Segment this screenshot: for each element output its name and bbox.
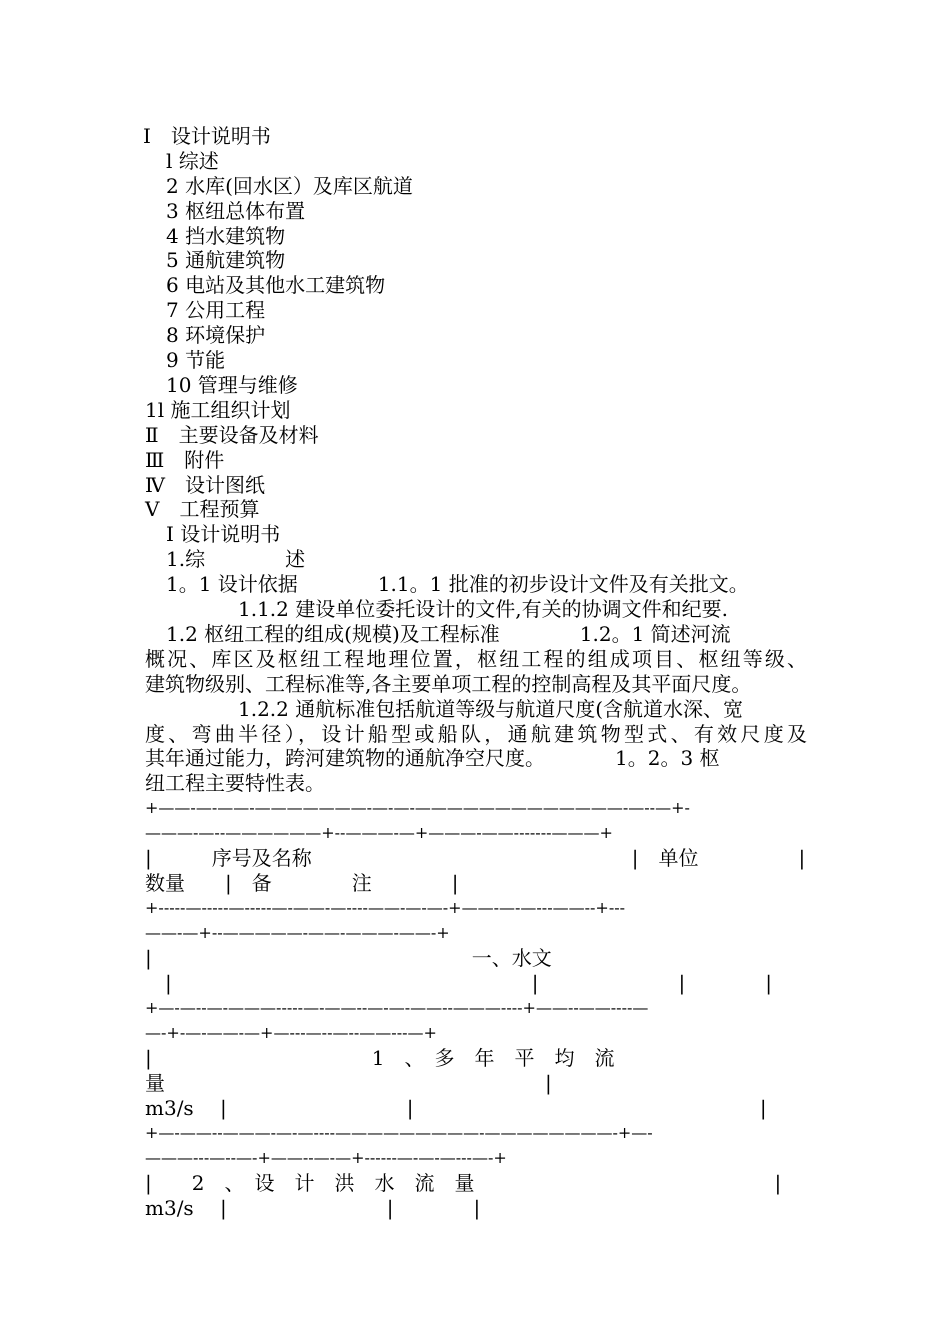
toc-item-5: 5 通航建筑物 (166, 248, 286, 272)
table-row-2a: | 2 、 设 计 洪 水 流 量 | (145, 1171, 782, 1195)
para-1-2-2-line3: 其年通过能力，跨河建筑物的通航净空尺度。 1。2。3 枢 (145, 746, 720, 770)
toc-part2: Ⅱ 主要设备及材料 (145, 423, 319, 447)
table-rule-4b: ———---—--—-+——--—-—+------—-—-—---—-+ (145, 1148, 507, 1167)
para-1-2-2-line1: 1.2.2 通航标准包括航道等级与航道尺度(含航道水深、宽 (238, 697, 744, 721)
para-1-1-2: 1.1.2 建设单位委托设计的文件,有关的协调文件和纪要. (238, 597, 728, 621)
toc-part1: I 设计说明书 (143, 124, 271, 148)
table-rule-3b: —-+-—-——-—+—---—--—--——---—+ (145, 1023, 437, 1042)
toc-item-4: 4 挡水建筑物 (166, 224, 286, 248)
toc-item-3: 3 枢纽总体布置 (166, 199, 306, 223)
table-row-2b: m3/s | | | (145, 1196, 481, 1220)
para-1-2-2-line4: 纽工程主要特性表。 (145, 771, 325, 795)
toc-part5: Ⅴ 工程预算 (145, 497, 260, 521)
table-row-1c: m3/s | | | (145, 1096, 767, 1120)
body-heading: I 设计说明书 (166, 522, 281, 546)
para-1-2-line3: 建筑物级别、工程标准等,各主要单项工程的控制高程及其平面尺度。 (145, 672, 752, 696)
table-row-1b: 量 | (145, 1071, 552, 1095)
para-1-2-line2: 概况、库区及枢纽工程地理位置，枢纽工程的组成项目、枢纽等级、 (145, 647, 807, 671)
table-section-hydrology: | 一、水文 (145, 946, 552, 970)
section-1-title: 1.综 述 (166, 547, 306, 571)
table-rule-2b: ——-—+--—————-——-———-——-+ (145, 923, 450, 942)
table-rule-4a: +—-——--———-—-—----—————————-————————-+—- (145, 1123, 653, 1142)
table-header-row-a: | 序号及名称 | 单位 | (145, 846, 806, 870)
toc-item-6: 6 电站及其他水工建筑物 (166, 273, 386, 297)
table-rule-1b: ———-—--——————+--———-—+———-——-------———+ (145, 823, 613, 842)
table-rule-2a: +-----—-----—-----—-——-—----——-—-—-+——-—-—---——--+--- (145, 898, 626, 917)
para-1-2-line1: 1.2 枢纽工程的组成(规模)及工程标准 1.2。1 简述河流 (166, 622, 731, 646)
table-row-1a: | 1 、 多 年 平 均 流 (145, 1046, 615, 1070)
table-section-hydrology-cont: | | | | (145, 971, 772, 995)
toc-part3: Ⅲ 附件 (145, 448, 225, 472)
toc-item-7: 7 公用工程 (166, 298, 266, 322)
table-rule-1a: +——-—-——-———————-—-—-—————————————-—--—+- (145, 798, 690, 817)
toc-item-1: l 综述 (166, 149, 219, 173)
para-1-1: 1。1 设计依据 1.1。1 批准的初步设计文件及有关批文。 (166, 572, 749, 596)
toc-item-8: 8 环境保护 (166, 323, 266, 347)
toc-item-2: 2 水库(回水区）及库区航道 (166, 174, 413, 198)
toc-item-11: 1l 施工组织计划 (145, 398, 291, 422)
table-header-row-b: 数量 | 备 注 | (145, 871, 459, 895)
toc-part4: Ⅳ 设计图纸 (145, 473, 265, 497)
toc-item-9: 9 节能 (166, 348, 226, 372)
table-rule-3a: +—-—--—-———-----—-——--—-—-——--———----+——--——----— (145, 998, 649, 1017)
para-1-2-2-line2: 度、弯曲半径），设计船型或船队，通航建筑物型式、有效尺度及 (145, 722, 807, 746)
toc-item-10: 10 管理与维修 (166, 373, 298, 397)
